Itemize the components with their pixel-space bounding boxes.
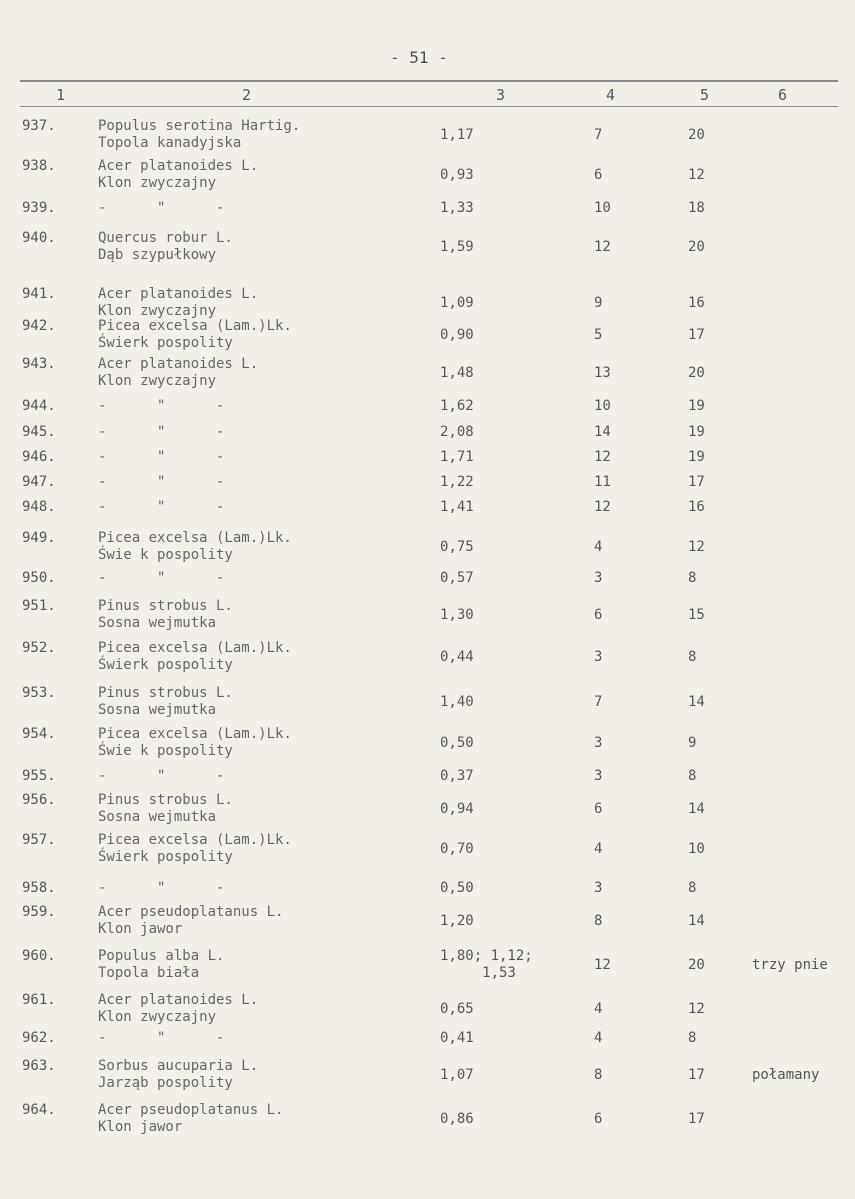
column-4-value: 10 [594, 200, 611, 216]
latin-name: Acer pseudoplatanus L. [98, 1102, 284, 1118]
entry-number: 959. [22, 904, 56, 920]
latin-name: Pinus strobus L. [98, 685, 233, 701]
latin-name: - " - [98, 570, 225, 586]
latin-name: - " - [98, 474, 225, 490]
column-5-value: 15 [688, 607, 705, 623]
latin-name: Acer platanoides L. [98, 992, 259, 1008]
column-4-value: 7 [594, 127, 603, 143]
column-4-value: 10 [594, 398, 611, 414]
polish-name: Sosna wejmutka [98, 809, 217, 825]
species-name [98, 1102, 428, 1136]
entry-number: 955. [22, 768, 56, 784]
species-name [98, 499, 428, 516]
column-5-value: 19 [688, 398, 705, 414]
polish-name: Topola kanadyjska [98, 135, 242, 151]
polish-name: Sosna wejmutka [98, 702, 217, 718]
column-5-value: 20 [688, 127, 705, 143]
circumference-value: 0,57 [440, 570, 474, 586]
latin-name: Picea excelsa (Lam.)Lk. [98, 832, 292, 848]
column-header-2: 2 [242, 86, 252, 104]
polish-name: Jarząb pospolity [98, 1075, 233, 1091]
entry-number: 939. [22, 200, 56, 216]
column-5-value: 19 [688, 424, 705, 440]
entry-number: 951. [22, 598, 56, 614]
latin-name: - " - [98, 424, 225, 440]
polish-name: Świerk pospolity [98, 335, 233, 351]
circumference-value: 1,17 [440, 127, 474, 143]
column-5-value: 8 [688, 649, 697, 665]
species-name [98, 1030, 428, 1047]
remarks: połamany [752, 1067, 820, 1083]
column-5-value: 8 [688, 570, 697, 586]
latin-name: - " - [98, 449, 225, 465]
circumference-value: 1,30 [440, 607, 474, 623]
latin-name: Picea excelsa (Lam.)Lk. [98, 318, 292, 334]
circumference-value: 0,75 [440, 539, 474, 555]
column-4-value: 13 [594, 365, 611, 381]
column-5-value: 20 [688, 239, 705, 255]
polish-name: Świerk pospolity [98, 657, 233, 673]
column-4-value: 6 [594, 801, 603, 817]
latin-name: Acer platanoides L. [98, 286, 259, 302]
circumference-value: 1,41 [440, 499, 474, 515]
species-name [98, 768, 428, 785]
circumference-value: 1,20 [440, 913, 474, 929]
column-5-value: 14 [688, 913, 705, 929]
latin-name: - " - [98, 200, 225, 216]
polish-name: Klon zwyczajny [98, 303, 217, 319]
latin-name: - " - [98, 1030, 225, 1046]
latin-name: Picea excelsa (Lam.)Lk. [98, 726, 292, 742]
column-5-value: 17 [688, 1067, 705, 1083]
entry-number: 937. [22, 118, 56, 134]
species-name [98, 200, 428, 217]
column-4-value: 6 [594, 607, 603, 623]
entry-number: 943. [22, 356, 56, 372]
column-4-value: 3 [594, 768, 603, 784]
species-name [98, 318, 428, 352]
latin-name: Sorbus aucuparia L. [98, 1058, 259, 1074]
column-4-value: 4 [594, 841, 603, 857]
circumference-value: 0,65 [440, 1001, 474, 1017]
header-top-rule [20, 80, 838, 82]
polish-name: Klon jawor [98, 921, 183, 937]
entry-number: 953. [22, 685, 56, 701]
species-name [98, 685, 428, 719]
entry-number: 954. [22, 726, 56, 742]
latin-name: Quercus robur L. [98, 230, 233, 246]
circumference-value: 1,71 [440, 449, 474, 465]
entry-number: 941. [22, 286, 56, 302]
circumference-value: 1,80; 1,12; 1,53 [440, 948, 533, 981]
entry-number: 938. [22, 158, 56, 174]
column-4-value: 12 [594, 239, 611, 255]
species-name [98, 570, 428, 587]
column-4-value: 5 [594, 327, 603, 343]
column-5-value: 18 [688, 200, 705, 216]
species-name [98, 474, 428, 491]
column-header-6: 6 [778, 86, 788, 104]
column-4-value: 3 [594, 570, 603, 586]
column-5-value: 12 [688, 1001, 705, 1017]
entry-number: 962. [22, 1030, 56, 1046]
polish-name: Dąb szypułkowy [98, 247, 217, 263]
circumference-value: 1,40 [440, 694, 474, 710]
circumference-value: 1,62 [440, 398, 474, 414]
species-name [98, 158, 428, 192]
entry-number: 963. [22, 1058, 56, 1074]
column-5-value: 8 [688, 880, 697, 896]
column-5-value: 14 [688, 801, 705, 817]
column-5-value: 19 [688, 449, 705, 465]
column-4-value: 3 [594, 649, 603, 665]
latin-name: Populus serotina Hartig. [98, 118, 301, 134]
species-name [98, 1058, 428, 1092]
latin-name: - " - [98, 768, 225, 784]
polish-name: Topola biała [98, 965, 200, 981]
latin-name: Pinus strobus L. [98, 598, 233, 614]
column-5-value: 16 [688, 499, 705, 515]
column-5-value: 17 [688, 1111, 705, 1127]
entry-number: 949. [22, 530, 56, 546]
circumference-value: 1,09 [440, 295, 474, 311]
entry-number: 961. [22, 992, 56, 1008]
entry-number: 950. [22, 570, 56, 586]
column-5-value: 17 [688, 474, 705, 490]
column-5-value: 17 [688, 327, 705, 343]
column-4-value: 12 [594, 449, 611, 465]
species-name [98, 792, 428, 826]
column-4-value: 4 [594, 1030, 603, 1046]
polish-name: Świe k pospolity [98, 547, 233, 563]
polish-name: Świerk pospolity [98, 849, 233, 865]
circumference-value: 0,70 [440, 841, 474, 857]
entry-number: 964. [22, 1102, 56, 1118]
column-4-value: 14 [594, 424, 611, 440]
column-5-value: 8 [688, 1030, 697, 1046]
entry-number: 958. [22, 880, 56, 896]
circumference-value: 0,93 [440, 167, 474, 183]
species-name [98, 424, 428, 441]
species-name [98, 398, 428, 415]
entry-number: 948. [22, 499, 56, 515]
circumference-value: 1,59 [440, 239, 474, 255]
latin-name: Acer platanoides L. [98, 356, 259, 372]
column-4-value: 4 [594, 539, 603, 555]
circumference-value: 0,94 [440, 801, 474, 817]
column-4-value: 3 [594, 735, 603, 751]
column-header-1: 1 [56, 86, 66, 104]
latin-name: Acer pseudoplatanus L. [98, 904, 284, 920]
latin-name: Picea excelsa (Lam.)Lk. [98, 530, 292, 546]
entry-number: 946. [22, 449, 56, 465]
column-header-4: 4 [606, 86, 616, 104]
column-4-value: 9 [594, 295, 603, 311]
entry-number: 947. [22, 474, 56, 490]
latin-name: - " - [98, 880, 225, 896]
circumference-value: 1,07 [440, 1067, 474, 1083]
circumference-value: 0,86 [440, 1111, 474, 1127]
entry-number: 940. [22, 230, 56, 246]
column-4-value: 12 [594, 499, 611, 515]
column-header-3: 3 [496, 86, 506, 104]
circumference-value: 0,37 [440, 768, 474, 784]
circumference-value: 0,41 [440, 1030, 474, 1046]
species-name [98, 598, 428, 632]
polish-name: Klon zwyczajny [98, 175, 217, 191]
circumference-value: 2,08 [440, 424, 474, 440]
polish-name: Sosna wejmutka [98, 615, 217, 631]
column-5-value: 9 [688, 735, 697, 751]
species-name [98, 880, 428, 897]
species-name [98, 356, 428, 390]
entry-number: 944. [22, 398, 56, 414]
circumference-value: 1,48 [440, 365, 474, 381]
latin-name: Populus alba L. [98, 948, 225, 964]
column-5-value: 20 [688, 957, 705, 973]
species-name [98, 948, 428, 982]
species-name [98, 449, 428, 466]
header-bottom-rule [20, 106, 838, 107]
column-4-value: 4 [594, 1001, 603, 1017]
circumference-value: 0,90 [440, 327, 474, 343]
column-4-value: 11 [594, 474, 611, 490]
latin-name: - " - [98, 398, 225, 414]
species-name [98, 640, 428, 674]
column-5-value: 14 [688, 694, 705, 710]
polish-name: Świe k pospolity [98, 743, 233, 759]
species-name [98, 726, 428, 760]
latin-name: Picea excelsa (Lam.)Lk. [98, 640, 292, 656]
page-number: - 51 - [390, 48, 448, 67]
circumference-value: 0,50 [440, 880, 474, 896]
species-name [98, 118, 428, 152]
column-4-value: 8 [594, 1067, 603, 1083]
species-name [98, 286, 428, 320]
column-4-value: 3 [594, 880, 603, 896]
column-5-value: 10 [688, 841, 705, 857]
latin-name: - " - [98, 499, 225, 515]
column-5-value: 12 [688, 167, 705, 183]
column-5-value: 12 [688, 539, 705, 555]
column-4-value: 7 [594, 694, 603, 710]
column-header-5: 5 [700, 86, 710, 104]
entry-number: 952. [22, 640, 56, 656]
remarks: trzy pnie [752, 957, 828, 973]
entry-number: 945. [22, 424, 56, 440]
entry-number: 960. [22, 948, 56, 964]
polish-name: Klon jawor [98, 1119, 183, 1135]
species-name [98, 992, 428, 1026]
circumference-value: 1,22 [440, 474, 474, 490]
column-4-value: 12 [594, 957, 611, 973]
species-name [98, 530, 428, 564]
column-4-value: 6 [594, 167, 603, 183]
polish-name: Klon zwyczajny [98, 1009, 217, 1025]
species-name [98, 904, 428, 938]
column-5-value: 8 [688, 768, 697, 784]
polish-name: Klon zwyczajny [98, 373, 217, 389]
entry-number: 942. [22, 318, 56, 334]
circumference-value: 1,33 [440, 200, 474, 216]
circumference-value: 0,50 [440, 735, 474, 751]
latin-name: Acer platanoides L. [98, 158, 259, 174]
species-name [98, 832, 428, 866]
entry-number: 956. [22, 792, 56, 808]
circumference-value: 0,44 [440, 649, 474, 665]
column-5-value: 20 [688, 365, 705, 381]
entry-number: 957. [22, 832, 56, 848]
column-5-value: 16 [688, 295, 705, 311]
latin-name: Pinus strobus L. [98, 792, 233, 808]
column-4-value: 6 [594, 1111, 603, 1127]
species-name [98, 230, 428, 264]
column-4-value: 8 [594, 913, 603, 929]
